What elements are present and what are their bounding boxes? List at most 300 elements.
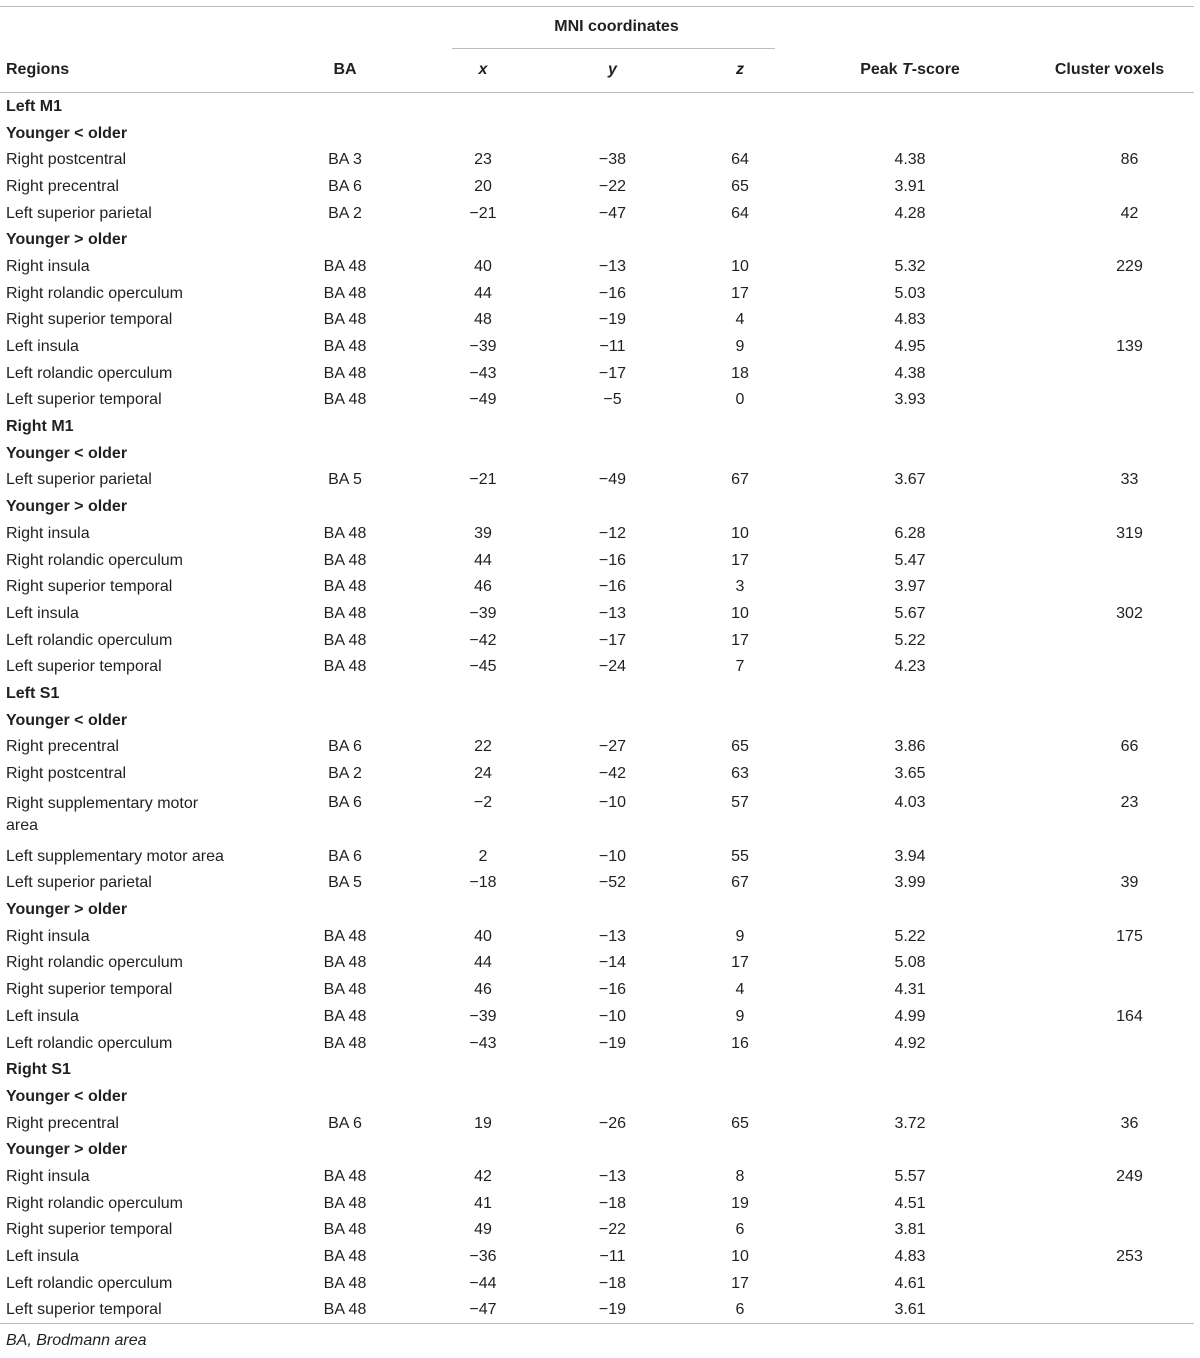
cluster-cell-text: 249	[1116, 1167, 1143, 1185]
t-score-cell-text: 3.93	[894, 391, 926, 409]
ba-cell-text: BA 48	[323, 338, 367, 356]
x-cell	[390, 1190, 540, 1217]
y-cell	[540, 1297, 645, 1324]
cluster-cell-text: 39	[1120, 874, 1139, 892]
z-cell-text: 67	[731, 471, 749, 489]
cluster-cell	[985, 600, 1194, 627]
y-cell	[540, 200, 645, 227]
t-score-cell	[795, 950, 985, 977]
ba-cell	[300, 1003, 390, 1030]
ba-cell	[300, 843, 390, 870]
ba-cell	[300, 950, 390, 977]
x-cell	[390, 1217, 540, 1244]
z-cell-text: 4	[735, 981, 745, 999]
t-score-cell-text: 3.97	[894, 578, 926, 596]
y-cell	[540, 950, 645, 977]
x-cell	[390, 333, 540, 360]
z-cell	[645, 1163, 795, 1190]
region-cell-text: Left superior temporal	[6, 391, 162, 409]
z-cell	[645, 1297, 795, 1324]
region-cell	[0, 387, 300, 414]
z-cell	[645, 146, 795, 173]
x-cell-text: 42	[474, 1167, 492, 1185]
y-cell-text: −5	[603, 391, 622, 409]
ba-cell	[300, 653, 390, 680]
z-cell	[645, 573, 795, 600]
t-score-cell-text: 4.51	[894, 1194, 926, 1212]
cluster-cell	[985, 333, 1194, 360]
y-cell	[540, 1190, 645, 1217]
cluster-header: Cluster voxels	[985, 47, 1194, 93]
region-cell	[0, 627, 300, 654]
ba-cell	[300, 734, 390, 761]
z-cell	[645, 1270, 795, 1297]
ba-cell-text: BA 48	[323, 1007, 367, 1025]
ba-cell	[300, 547, 390, 574]
t-score-cell-text: 4.31	[894, 981, 926, 999]
region-cell-text: Left superior parietal	[6, 874, 152, 892]
t-score-cell-text: 4.83	[894, 1248, 926, 1266]
ba-cell	[300, 1110, 390, 1137]
x-cell-text: 40	[474, 927, 492, 945]
group-row	[0, 707, 1194, 734]
x-cell	[390, 360, 540, 387]
cluster-cell-text: 253	[1116, 1248, 1143, 1266]
z-header: z	[736, 60, 744, 78]
x-cell-text: −21	[469, 204, 497, 222]
group-label: Younger < older	[6, 124, 128, 142]
x-cell	[390, 627, 540, 654]
x-cell-text: 19	[474, 1114, 492, 1132]
region-cell-text: Right precentral	[6, 177, 119, 195]
region-cell-text: Left rolandic operculum	[6, 631, 173, 649]
ba-cell	[300, 173, 390, 200]
t-score-cell-text: 5.47	[894, 551, 926, 569]
region-cell	[0, 253, 300, 280]
region-cell-text: Left insula	[6, 338, 79, 356]
region-cell-text: Right postcentral	[6, 151, 127, 169]
x-cell-text: −39	[469, 604, 497, 622]
x-cell-text: −43	[469, 1034, 497, 1052]
y-cell	[540, 627, 645, 654]
region-cell	[0, 360, 300, 387]
z-cell	[645, 1030, 795, 1057]
z-cell-text: 6	[735, 1221, 745, 1239]
y-cell-text: −47	[598, 204, 627, 222]
region-cell	[0, 923, 300, 950]
z-cell	[645, 200, 795, 227]
t-score-cell-text: 4.38	[894, 151, 926, 169]
cluster-cell	[985, 870, 1194, 897]
x-cell-text: 44	[474, 551, 492, 569]
ba-cell-text: BA 48	[323, 551, 367, 569]
cluster-cell-text: 302	[1116, 604, 1143, 622]
ba-cell	[300, 307, 390, 334]
table-row	[0, 760, 1194, 787]
group-label: Younger < older	[6, 1087, 128, 1105]
t-score-cell-text: 3.86	[894, 738, 926, 756]
group-label: Younger < older	[6, 444, 128, 462]
x-cell	[390, 387, 540, 414]
z-cell	[645, 1110, 795, 1137]
table-header	[0, 7, 1194, 93]
region-cell	[0, 547, 300, 574]
table-row	[0, 870, 1194, 897]
region-cell	[0, 1030, 300, 1057]
cluster-cell-text: 66	[1120, 738, 1139, 756]
z-cell-text: 19	[731, 1194, 749, 1212]
x-cell-text: −39	[469, 338, 497, 356]
x-cell-text: −49	[469, 391, 497, 409]
region-cell	[0, 1217, 300, 1244]
region-cell-text: Right superior temporal	[6, 981, 173, 999]
group-row	[0, 226, 1194, 253]
group-label: Younger > older	[6, 1141, 128, 1159]
t-score-cell-text: 4.23	[894, 658, 926, 676]
y-cell-text: −11	[599, 338, 626, 356]
group-label: Right S1	[6, 1061, 71, 1079]
x-cell	[390, 950, 540, 977]
cluster-cell	[985, 1243, 1194, 1270]
table-row	[0, 950, 1194, 977]
cluster-cell	[985, 253, 1194, 280]
y-cell-text: −11	[599, 1248, 626, 1266]
t-score-cell	[795, 547, 985, 574]
y-cell-text: −16	[598, 578, 627, 596]
z-cell-text: 67	[731, 874, 749, 892]
region-cell-text: Right insula	[6, 927, 90, 945]
z-cell-text: 18	[731, 364, 749, 382]
t-score-cell	[795, 870, 985, 897]
region-cell-text: Right superior temporal	[6, 1221, 173, 1239]
z-cell	[645, 280, 795, 307]
table-row	[0, 1163, 1194, 1190]
table-row	[0, 146, 1194, 173]
z-cell	[645, 976, 795, 1003]
t-score-cell-text: 4.61	[894, 1274, 926, 1292]
t-score-cell	[795, 200, 985, 227]
y-cell	[540, 360, 645, 387]
cluster-cell	[985, 843, 1194, 870]
z-cell-text: 10	[731, 604, 749, 622]
t-score-cell-text: 3.67	[894, 471, 926, 489]
group-row	[0, 1083, 1194, 1110]
z-cell	[645, 627, 795, 654]
cluster-cell	[985, 787, 1194, 843]
region-cell	[0, 1003, 300, 1030]
t-score-cell-text: 3.94	[894, 847, 926, 865]
cluster-cell	[985, 173, 1194, 200]
region-cell-text: Left superior parietal	[6, 471, 152, 489]
y-cell-text: −17	[598, 364, 627, 382]
mni-header: MNI coordinates	[554, 18, 679, 35]
y-cell	[540, 760, 645, 787]
table-row	[0, 1003, 1194, 1030]
t-score-cell-text: 5.08	[894, 954, 926, 972]
y-header: y	[608, 60, 617, 78]
t-score-cell	[795, 760, 985, 787]
z-cell	[645, 360, 795, 387]
y-cell-text: −49	[598, 471, 627, 489]
t-score-cell-text: 5.03	[894, 284, 926, 302]
region-cell	[0, 1163, 300, 1190]
x-cell-text: −2	[473, 793, 493, 811]
region-cell	[0, 600, 300, 627]
x-cell-text: 39	[474, 524, 492, 542]
z-cell	[645, 333, 795, 360]
y-cell	[540, 280, 645, 307]
x-cell	[390, 280, 540, 307]
region-cell	[0, 467, 300, 494]
ba-cell	[300, 1030, 390, 1057]
y-cell-text: −13	[598, 257, 627, 275]
cluster-cell-text: 229	[1116, 257, 1143, 275]
table-row	[0, 627, 1194, 654]
ba-cell-text: BA 2	[328, 765, 362, 783]
ba-cell-text: BA 48	[323, 1248, 367, 1266]
z-cell-text: 65	[731, 177, 749, 195]
x-cell-text: −39	[469, 1007, 497, 1025]
z-cell	[645, 734, 795, 761]
z-cell-text: 17	[731, 551, 749, 569]
t-score-cell	[795, 1190, 985, 1217]
x-header: x	[478, 60, 488, 78]
y-cell-text: −10	[598, 793, 627, 811]
t-score-cell	[795, 1217, 985, 1244]
region-cell-text: Right superior temporal	[6, 311, 173, 329]
t-score-cell	[795, 280, 985, 307]
y-cell-text: −26	[598, 1114, 627, 1132]
region-cell	[0, 146, 300, 173]
y-cell	[540, 1110, 645, 1137]
group-label: Left S1	[6, 684, 60, 702]
x-cell-text: 46	[474, 981, 492, 999]
t-score-cell	[795, 627, 985, 654]
region-cell	[0, 173, 300, 200]
y-cell-text: −18	[598, 1274, 627, 1292]
y-cell-text: −19	[598, 311, 627, 329]
y-cell	[540, 333, 645, 360]
t-score-cell	[795, 1003, 985, 1030]
t-score-cell	[795, 573, 985, 600]
ba-cell-text: BA 48	[323, 1194, 367, 1212]
region-cell-text: Right rolandic operculum	[6, 954, 183, 972]
z-cell-text: 7	[735, 658, 745, 676]
t-score-cell-text: 3.61	[894, 1301, 926, 1319]
z-cell-text: 9	[735, 927, 745, 945]
x-cell	[390, 173, 540, 200]
t-score-cell	[795, 307, 985, 334]
y-cell	[540, 146, 645, 173]
ba-cell-text: BA 48	[323, 604, 367, 622]
region-cell-text: Right rolandic operculum	[6, 284, 183, 302]
y-cell-text: −13	[598, 927, 627, 945]
x-cell-text: 46	[474, 578, 492, 596]
z-cell	[645, 307, 795, 334]
z-cell-text: 16	[731, 1034, 749, 1052]
region-cell	[0, 950, 300, 977]
ba-cell-text: BA 48	[323, 954, 367, 972]
y-cell-text: −17	[598, 631, 627, 649]
y-cell	[540, 976, 645, 1003]
cluster-cell	[985, 200, 1194, 227]
x-cell	[390, 467, 540, 494]
table-row	[0, 843, 1194, 870]
x-cell	[390, 520, 540, 547]
y-cell	[540, 1030, 645, 1057]
group-row	[0, 896, 1194, 923]
ba-cell-text: BA 3	[328, 151, 362, 169]
region-cell-text: Left rolandic operculum	[6, 1274, 173, 1292]
ba-cell	[300, 627, 390, 654]
cluster-cell	[985, 360, 1194, 387]
cluster-cell-text: 319	[1116, 524, 1143, 542]
ba-header: BA	[300, 47, 390, 93]
table-row	[0, 360, 1194, 387]
ba-cell	[300, 870, 390, 897]
x-cell	[390, 1243, 540, 1270]
y-cell	[540, 467, 645, 494]
y-cell	[540, 1217, 645, 1244]
cluster-cell	[985, 520, 1194, 547]
table-row	[0, 333, 1194, 360]
z-cell	[645, 387, 795, 414]
x-cell	[390, 547, 540, 574]
z-cell-text: 17	[731, 631, 749, 649]
ba-cell-text: BA 6	[328, 1114, 362, 1132]
t-score-cell	[795, 333, 985, 360]
x-cell	[390, 976, 540, 1003]
ba-cell	[300, 467, 390, 494]
group-row	[0, 440, 1194, 467]
region-cell	[0, 333, 300, 360]
region-cell-text: Right superior temporal	[6, 578, 173, 596]
x-cell-text: 44	[474, 954, 492, 972]
x-cell	[390, 843, 540, 870]
ba-cell	[300, 787, 390, 843]
x-cell-text: 20	[474, 177, 492, 195]
y-cell	[540, 787, 645, 843]
z-cell-text: 63	[731, 765, 749, 783]
t-score-cell	[795, 387, 985, 414]
y-cell	[540, 923, 645, 950]
ba-cell	[300, 200, 390, 227]
t-score-cell	[795, 1270, 985, 1297]
region-cell	[0, 200, 300, 227]
y-cell-text: −27	[598, 738, 627, 756]
table-body	[0, 93, 1194, 1324]
t-score-cell	[795, 843, 985, 870]
x-cell-text: −36	[469, 1248, 497, 1266]
x-cell-text: 48	[474, 311, 492, 329]
z-cell	[645, 600, 795, 627]
cluster-cell	[985, 387, 1194, 414]
x-cell	[390, 573, 540, 600]
table-row	[0, 547, 1194, 574]
z-cell-text: 64	[731, 151, 749, 169]
results-table	[0, 7, 1194, 1324]
table-row	[0, 1110, 1194, 1137]
region-cell	[0, 976, 300, 1003]
ba-cell-text: BA 48	[323, 981, 367, 999]
group-label: Younger > older	[6, 498, 128, 516]
z-cell-text: 0	[735, 391, 745, 409]
cluster-cell-text: 36	[1120, 1114, 1139, 1132]
t-score-cell-text: 4.95	[894, 338, 926, 356]
cluster-cell	[985, 1217, 1194, 1244]
cluster-cell	[985, 1110, 1194, 1137]
group-row	[0, 120, 1194, 147]
table-row	[0, 1243, 1194, 1270]
t-score-cell-text: 4.92	[894, 1034, 926, 1052]
table-row	[0, 653, 1194, 680]
ba-cell	[300, 1297, 390, 1324]
t-score-cell-text: 3.72	[894, 1114, 926, 1132]
z-cell	[645, 760, 795, 787]
cluster-cell	[985, 1297, 1194, 1324]
region-cell-text: Right insula	[6, 257, 90, 275]
y-cell	[540, 870, 645, 897]
y-cell	[540, 1243, 645, 1270]
region-cell	[0, 573, 300, 600]
peak-t-header	[795, 47, 985, 93]
ba-cell	[300, 253, 390, 280]
region-cell-text: Right insula	[6, 524, 90, 542]
x-cell-text: −47	[469, 1301, 497, 1319]
x-cell	[390, 787, 540, 843]
group-row	[0, 680, 1194, 707]
y-cell	[540, 843, 645, 870]
t-score-cell	[795, 787, 985, 843]
peak-t-italic: T	[902, 60, 912, 78]
ba-cell	[300, 923, 390, 950]
ba-cell	[300, 1190, 390, 1217]
cluster-cell	[985, 307, 1194, 334]
x-cell	[390, 923, 540, 950]
t-score-cell-text: 5.57	[894, 1167, 926, 1185]
ba-cell	[300, 1270, 390, 1297]
y-cell-text: −22	[598, 177, 627, 195]
y-cell	[540, 653, 645, 680]
ba-cell	[300, 1163, 390, 1190]
cluster-cell	[985, 1270, 1194, 1297]
region-cell-text: Left superior temporal	[6, 658, 162, 676]
ba-cell-text: BA 48	[323, 1274, 367, 1292]
z-cell	[645, 1217, 795, 1244]
t-score-cell	[795, 1030, 985, 1057]
z-cell	[645, 173, 795, 200]
y-cell	[540, 1270, 645, 1297]
ba-cell-text: BA 48	[323, 257, 367, 275]
z-cell-text: 17	[731, 284, 749, 302]
group-row	[0, 93, 1194, 120]
y-cell-text: −16	[598, 551, 627, 569]
t-score-cell	[795, 734, 985, 761]
t-score-cell	[795, 923, 985, 950]
table-row	[0, 387, 1194, 414]
region-cell-text: Left superior parietal	[6, 204, 152, 222]
t-score-cell	[795, 520, 985, 547]
x-cell-text: 22	[474, 738, 492, 756]
y-cell	[540, 600, 645, 627]
z-cell-text: 9	[735, 1007, 745, 1025]
z-cell-text: 64	[731, 204, 749, 222]
table-row	[0, 976, 1194, 1003]
footnote: BA, Brodmann area	[6, 1332, 147, 1349]
t-score-cell	[795, 600, 985, 627]
region-cell	[0, 787, 300, 843]
table-row	[0, 1270, 1194, 1297]
